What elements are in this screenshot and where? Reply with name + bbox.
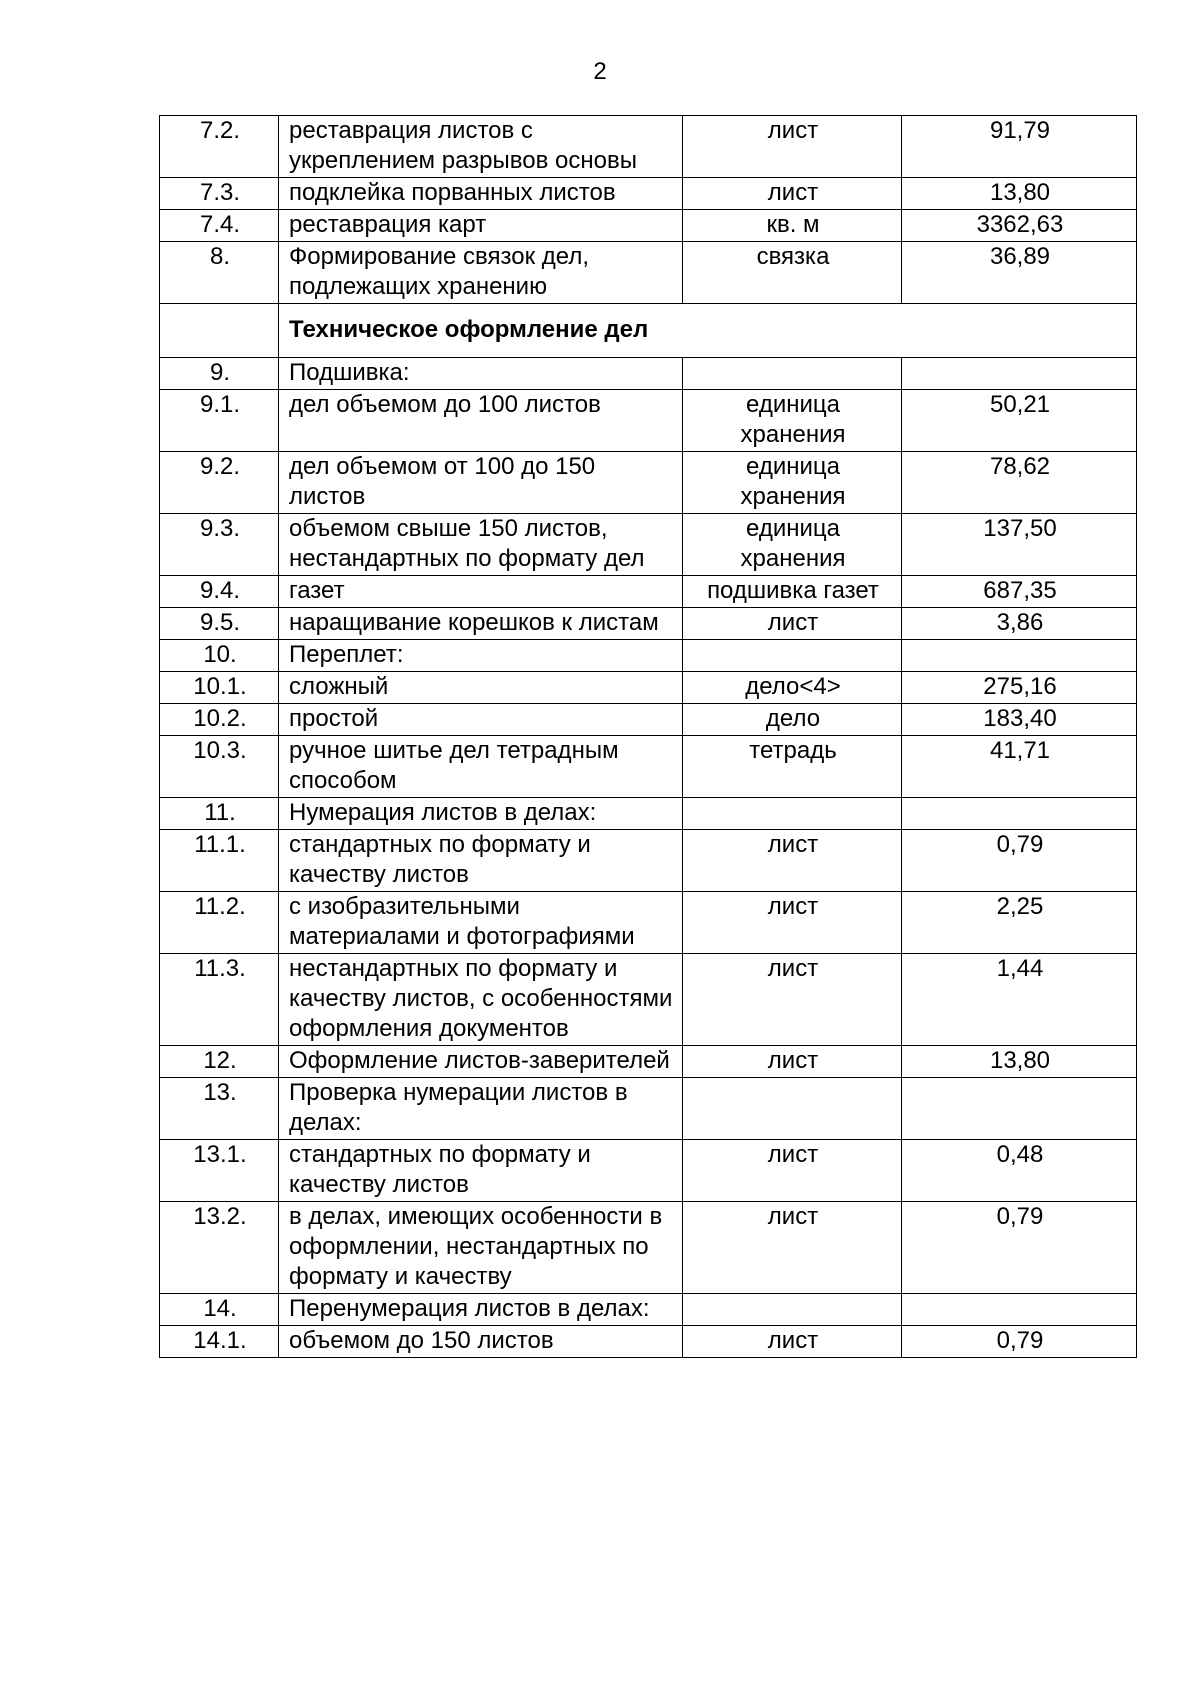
row-price-cell: 78,62 [902,452,1137,514]
table-row [160,954,1137,1046]
table-row [160,1326,1137,1358]
row-number-cell: 11.2. [160,892,279,954]
row-number-cell: 7.4. [160,210,279,242]
row-price-cell: 0,79 [902,1326,1137,1358]
row-price-cell: 36,89 [902,242,1137,304]
row-name-cell: сложный [279,672,683,704]
row-price-cell: 137,50 [902,514,1137,576]
row-number-cell: 11.3. [160,954,279,1046]
row-name-cell: Оформление листов-заверителей [279,1046,683,1078]
table-row [160,116,1137,178]
row-number-cell: 13.2. [160,1202,279,1294]
row-price-cell: 3362,63 [902,210,1137,242]
row-price-cell: 1,44 [902,954,1137,1046]
table-row [160,178,1137,210]
row-name-cell: реставрация листов с укреплением разрывов основы [279,116,683,178]
table-row [160,830,1137,892]
row-name-cell: Перенумерация листов в делах: [279,1294,683,1326]
row-unit-cell: дело [683,704,902,736]
section-num-cell [160,304,279,358]
table-row [160,1140,1137,1202]
row-price-cell: 2,25 [902,892,1137,954]
row-unit-cell: лист [683,1140,902,1202]
table-row [160,358,1137,390]
row-unit-cell: подшивка газет [683,576,902,608]
row-number-cell: 7.2. [160,116,279,178]
row-number-cell: 11. [160,798,279,830]
row-name-cell: нестандартных по формату и качеству листов, с особенностями оформления документов [279,954,683,1046]
row-number-cell: 9. [160,358,279,390]
row-number-cell: 14.1. [160,1326,279,1358]
table-row [160,608,1137,640]
table-body [160,116,1137,1358]
row-price-cell: 13,80 [902,1046,1137,1078]
row-number-cell: 9.1. [160,390,279,452]
row-unit-cell [683,1078,902,1140]
table-row [160,242,1137,304]
row-number-cell: 10. [160,640,279,672]
row-name-cell: подклейка порванных листов [279,178,683,210]
row-number-cell: 13.1. [160,1140,279,1202]
row-number-cell: 10.3. [160,736,279,798]
row-name-cell: наращивание корешков к листам [279,608,683,640]
row-price-cell [902,358,1137,390]
row-price-cell: 183,40 [902,704,1137,736]
table-row [160,210,1137,242]
row-unit-cell: кв. м [683,210,902,242]
row-unit-cell [683,798,902,830]
table-row [160,798,1137,830]
row-price-cell: 50,21 [902,390,1137,452]
row-name-cell: ручное шитье дел тетрадным способом [279,736,683,798]
row-name-cell: Подшивка: [279,358,683,390]
row-price-cell: 13,80 [902,178,1137,210]
table-row [160,576,1137,608]
row-name-cell: объемом до 150 листов [279,1326,683,1358]
row-name-cell: газет [279,576,683,608]
row-unit-cell [683,640,902,672]
table-row [160,1078,1137,1140]
row-name-cell: Нумерация листов в делах: [279,798,683,830]
row-name-cell: с изобразительными материалами и фотографиями [279,892,683,954]
price-table [159,115,1137,1358]
row-number-cell: 12. [160,1046,279,1078]
row-name-cell: дел объемом от 100 до 150 листов [279,452,683,514]
row-price-cell: 687,35 [902,576,1137,608]
row-number-cell: 9.4. [160,576,279,608]
row-unit-cell: лист [683,116,902,178]
row-unit-cell: лист [683,608,902,640]
row-name-cell: стандартных по формату и качеству листов [279,1140,683,1202]
row-price-cell: 0,79 [902,1202,1137,1294]
row-price-cell [902,1294,1137,1326]
row-number-cell: 7.3. [160,178,279,210]
row-price-cell [902,798,1137,830]
row-unit-cell: дело<4> [683,672,902,704]
row-name-cell: стандартных по формату и качеству листов [279,830,683,892]
row-number-cell: 9.5. [160,608,279,640]
row-unit-cell: лист [683,1046,902,1078]
row-number-cell: 14. [160,1294,279,1326]
row-number-cell: 13. [160,1078,279,1140]
row-unit-cell [683,1294,902,1326]
row-unit-cell: лист [683,892,902,954]
row-unit-cell: лист [683,178,902,210]
row-name-cell: реставрация карт [279,210,683,242]
row-unit-cell: лист [683,1326,902,1358]
row-name-cell: дел объемом до 100 листов [279,390,683,452]
row-price-cell: 41,71 [902,736,1137,798]
table-row [160,672,1137,704]
table-row [160,892,1137,954]
row-number-cell: 8. [160,242,279,304]
table-row [160,704,1137,736]
row-number-cell: 11.1. [160,830,279,892]
row-unit-cell: единица хранения [683,514,902,576]
row-number-cell: 9.3. [160,514,279,576]
section-title: Техническое оформление дел [279,304,1137,358]
row-unit-cell [683,358,902,390]
row-number-cell: 9.2. [160,452,279,514]
row-name-cell: в делах, имеющих особенности в оформлении, нестандартных по формату и качеству [279,1202,683,1294]
table-row [160,640,1137,672]
row-unit-cell: единица хранения [683,452,902,514]
row-number-cell: 10.2. [160,704,279,736]
row-unit-cell: лист [683,830,902,892]
row-price-cell: 91,79 [902,116,1137,178]
row-name-cell: Формирование связок дел, подлежащих хранению [279,242,683,304]
row-unit-cell: лист [683,954,902,1046]
row-price-cell [902,640,1137,672]
table-row [160,390,1137,452]
row-name-cell: Переплет: [279,640,683,672]
row-name-cell: объемом свыше 150 листов, нестандартных по формату дел [279,514,683,576]
table-row [160,514,1137,576]
row-price-cell: 0,79 [902,830,1137,892]
row-name-cell: Проверка нумерации листов в делах: [279,1078,683,1140]
row-number-cell: 10.1. [160,672,279,704]
row-price-cell: 3,86 [902,608,1137,640]
row-name-cell: простой [279,704,683,736]
row-unit-cell: единица хранения [683,390,902,452]
row-price-cell: 0,48 [902,1140,1137,1202]
row-price-cell: 275,16 [902,672,1137,704]
table-row [160,1046,1137,1078]
row-price-cell [902,1078,1137,1140]
row-unit-cell: лист [683,1202,902,1294]
table-row [160,452,1137,514]
section-row [160,304,1137,358]
table-row [160,736,1137,798]
table-row [160,1202,1137,1294]
row-unit-cell: связка [683,242,902,304]
row-unit-cell: тетрадь [683,736,902,798]
page-number: 2 [593,58,607,85]
table-row [160,1294,1137,1326]
